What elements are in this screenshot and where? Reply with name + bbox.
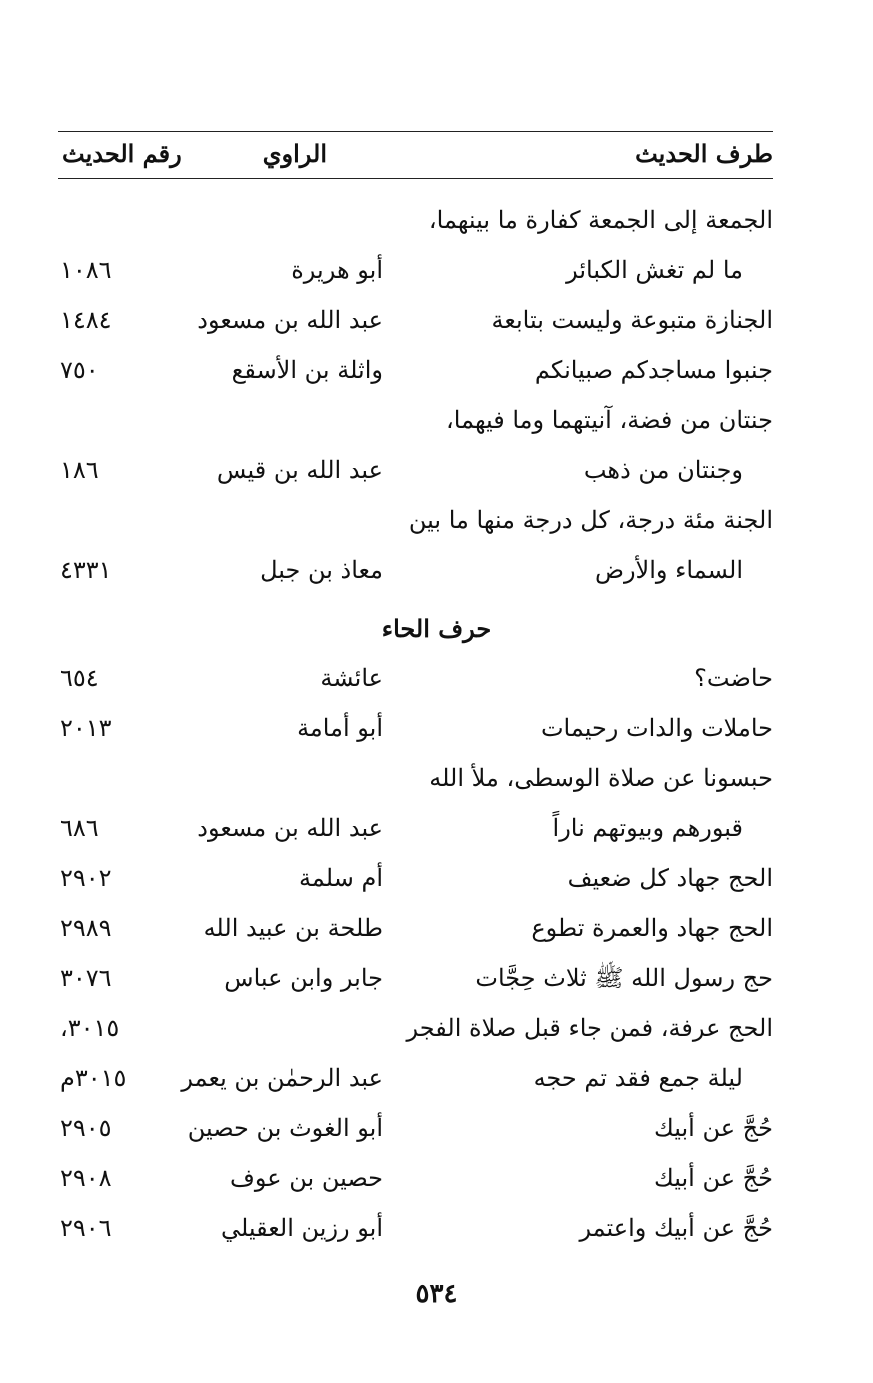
table-row [0, 548, 873, 598]
narrator: عائشة [320, 664, 383, 692]
hadith-number: ١٠٨٦ [60, 256, 112, 284]
hadith-number: ٢٩٠٥ [60, 1114, 112, 1142]
hadith-number: ١٨٦ [60, 456, 99, 484]
table-row [0, 498, 873, 548]
hadith-text: حاضت؟ [694, 664, 773, 692]
hadith-number: ٢٩٠٢ [60, 864, 112, 892]
header-narrator: الراوي [262, 139, 327, 168]
table-row [0, 448, 873, 498]
table-row [0, 656, 873, 706]
table-row [0, 806, 873, 856]
hadith-text: الجنازة متبوعة وليست بتابعة [491, 306, 773, 334]
hadith-text: ليلة جمع فقد تم حجه [533, 1064, 743, 1092]
narrator: طلحة بن عبيد الله [203, 914, 383, 942]
narrator: عبد الرحمٰن بن يعمر [181, 1064, 383, 1092]
hadith-number: ٤٣٣١ [60, 556, 112, 584]
table-row [0, 1006, 873, 1056]
hadith-number: ٣٠١٥، [60, 1014, 120, 1042]
hadith-text: حبسونا عن صلاة الوسطى، ملأ الله [429, 764, 773, 792]
table-row [0, 1056, 873, 1106]
hadith-text: ما لم تغش الكبائر [566, 256, 743, 284]
hadith-number: ٢٩٨٩ [60, 914, 112, 942]
table-row [0, 906, 873, 956]
narrator: واثلة بن الأسقع [231, 356, 383, 384]
page-number: ٥٣٤ [415, 1279, 458, 1309]
table-row [0, 1156, 873, 1206]
table-row [0, 398, 873, 448]
narrator: عبد الله بن مسعود [197, 814, 383, 842]
narrator: معاذ بن جبل [260, 556, 383, 584]
hadith-text: حج رسول الله ﷺ ثلاث حِجَّات [475, 964, 773, 992]
table-row [0, 1106, 873, 1156]
hadith-number: ٧٥٠ [60, 356, 99, 384]
table-row [0, 856, 873, 906]
narrator: أبو أمامة [297, 714, 383, 742]
table-row [0, 298, 873, 348]
header-bottom-rule [58, 178, 773, 179]
hadith-text: حاملات والدات رحيمات [540, 714, 773, 742]
table-row [0, 248, 873, 298]
narrator: عبد الله بن مسعود [197, 306, 383, 334]
narrator: أبو الغوث بن حصين [187, 1114, 383, 1142]
narrator: جابر وابن عباس [224, 964, 383, 992]
hadith-number: ٣٠١٥م [60, 1064, 127, 1092]
table-row [0, 756, 873, 806]
hadith-number: ٢٩٠٨ [60, 1164, 112, 1192]
hadith-number: ٢٠١٣ [60, 714, 112, 742]
table-row [0, 956, 873, 1006]
header-hadith: طرف الحديث [635, 139, 773, 168]
narrator: أبو هريرة [291, 256, 383, 284]
table-row [0, 1206, 873, 1256]
header-number: رقم الحديث [62, 139, 182, 168]
hadith-text: الحج جهاد كل ضعيف [567, 864, 773, 892]
section-title: حرف الحاء [381, 614, 492, 643]
hadith-text: حُجَّ عن أبيك [654, 1164, 773, 1192]
hadith-number: ٦٨٦ [60, 814, 99, 842]
hadith-text: السماء والأرض [594, 556, 743, 584]
narrator: أبو رزين العقيلي [220, 1214, 383, 1242]
header-top-rule [58, 131, 773, 132]
hadith-text: الحج جهاد والعمرة تطوع [531, 914, 773, 942]
table-row [0, 348, 873, 398]
hadith-text: الجنة مئة درجة، كل درجة منها ما بين [408, 506, 773, 534]
hadith-text: جنتان من فضة، آنيتهما وما فيهما، [446, 406, 773, 434]
hadith-text: الجمعة إلى الجمعة كفارة ما بينهما، [428, 206, 773, 234]
hadith-text: الحج عرفة، فمن جاء قبل صلاة الفجر [406, 1014, 773, 1042]
narrator: حصين بن عوف [230, 1164, 383, 1192]
hadith-number: ٣٠٧٦ [60, 964, 112, 992]
hadith-text: حُجَّ عن أبيك واعتمر [579, 1214, 773, 1242]
hadith-text: جنبوا مساجدكم صبيانكم [534, 356, 773, 384]
narrator: أم سلمة [299, 864, 383, 892]
hadith-text: قبورهم وبيوتهم ناراً [552, 814, 743, 842]
narrator: عبد الله بن قيس [216, 456, 383, 484]
hadith-text: حُجَّ عن أبيك [654, 1114, 773, 1142]
hadith-number: ٢٩٠٦ [60, 1214, 112, 1242]
hadith-text: وجنتان من ذهب [583, 456, 743, 484]
table-row [0, 706, 873, 756]
hadith-number: ٦٥٤ [60, 664, 99, 692]
hadith-number: ١٤٨٤ [60, 306, 112, 334]
table-row [0, 198, 873, 248]
